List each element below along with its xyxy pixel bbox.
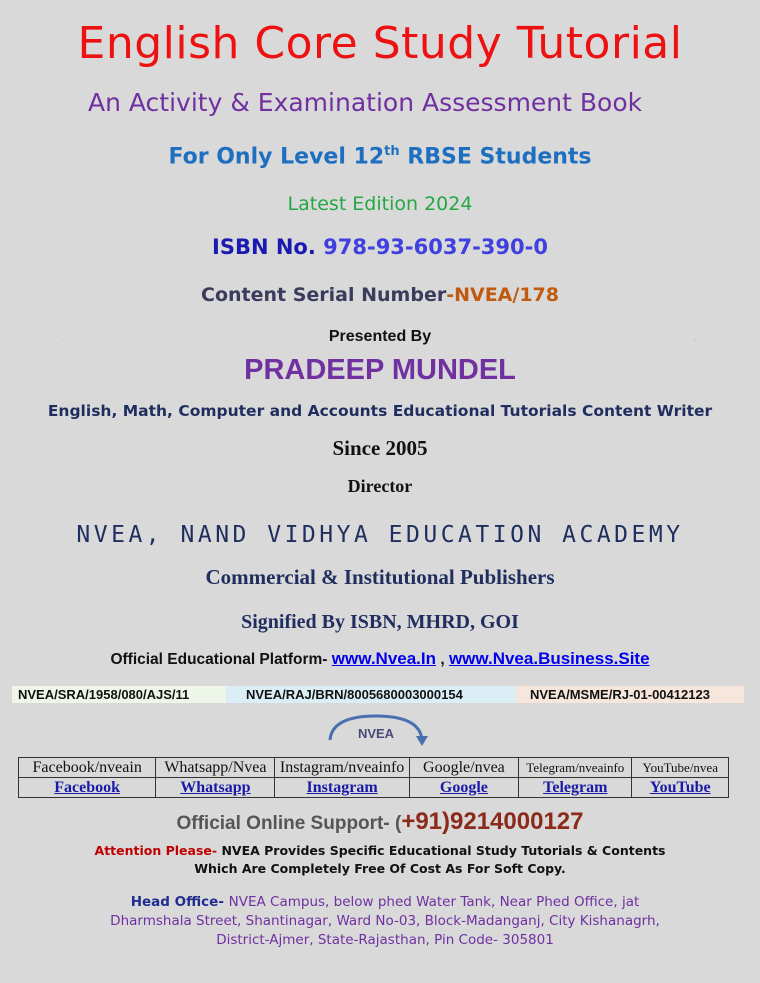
registration-number: NVEA/MSME/RJ-01-00412123: [516, 686, 744, 703]
decorative-dot: .: [63, 335, 65, 342]
instagram-handle: Instagram/nveainfo: [275, 758, 409, 778]
youtube-handle: YouTube/nvea: [632, 758, 729, 778]
attention-note: [80, 842, 680, 878]
isbn-label: ISBN No.: [212, 235, 324, 259]
academy-name: NVEA, NAND VIDHYA EDUCATION ACADEMY: [76, 522, 684, 548]
social-media-table: [18, 757, 729, 798]
serial-line: [0, 284, 760, 306]
head-office-address: [90, 893, 680, 950]
whatsapp-link[interactable]: Whatsapp: [180, 778, 251, 796]
level-text: For Only Level 12: [168, 144, 385, 170]
decorative-dot: .: [694, 335, 696, 342]
support-line: [0, 808, 760, 836]
facebook-link[interactable]: Facebook: [54, 778, 121, 796]
level-audience: RBSE Students: [399, 144, 592, 170]
serial-value: -NVEA/178: [446, 284, 559, 306]
attention-label: Attention Please-: [94, 843, 222, 858]
platform-label: Official Educational Platform-: [110, 651, 332, 668]
office-text: NVEA Campus, below phed Water Tank, Near Phed Office, jat Dharmshala Street, Shantinagar, Ward No-03, Block-Madanganj, City Kishanagrh, District-Ajmer, State-Rajasthan, Pin Code- 305801: [110, 894, 660, 948]
isbn-value: 978-93-6037-390-0: [323, 235, 548, 259]
platform-line: [0, 649, 760, 669]
author-role: English, Math, Computer and Accounts Educational Tutorials Content Writer: [47, 402, 713, 420]
author-name: PRADEEP MUNDEL: [244, 354, 516, 386]
support-label: Official Online Support- (: [176, 813, 402, 834]
social-links-row: [19, 778, 729, 798]
office-label: Head Office-: [130, 894, 229, 910]
registration-number: NVEA/RAJ/BRN/8005680003000154: [226, 686, 536, 703]
isbn-line: [0, 235, 760, 259]
platform-separator: ,: [436, 651, 449, 668]
instagram-link[interactable]: Instagram: [306, 778, 378, 796]
registration-number: NVEA/SRA/1958/080/AJS/11: [12, 686, 232, 703]
level-superscript: th: [384, 144, 400, 159]
book-subtitle: An Activity & Examination Assessment Book: [88, 88, 643, 117]
attention-text: NVEA Provides Specific Educational Study Tutorials & Contents Which Are Completely Free Of Cost As For Soft Copy.: [194, 843, 666, 876]
whatsapp-handle: Whatsapp/Nvea: [156, 758, 275, 778]
youtube-link[interactable]: YouTube: [649, 778, 711, 796]
google-handle: Google/nvea: [409, 758, 518, 778]
facebook-handle: Facebook/nveain: [19, 758, 156, 778]
google-link[interactable]: Google: [439, 778, 488, 796]
nvea-logo-text: NVEA: [357, 726, 395, 741]
social-handles-row: [19, 758, 729, 778]
arrow-head-icon: [416, 736, 428, 746]
presented-by: Presented By: [328, 328, 432, 345]
telegram-handle: Telegram/nveainfo: [519, 758, 632, 778]
since-year: Since 2005: [332, 436, 428, 460]
serial-label: Content Serial Number: [201, 284, 447, 306]
nvea-logo: [322, 712, 430, 748]
book-title: English Core Study Tutorial: [77, 18, 683, 69]
publishers-line: Commercial & Institutional Publishers: [205, 565, 555, 589]
signified-line: Signified By ISBN, MHRD, GOI: [241, 611, 519, 633]
nvea-in-link[interactable]: www.Nvea.In: [331, 649, 437, 668]
nvea-business-link[interactable]: www.Nvea.Business.Site: [448, 649, 650, 668]
edition-line: Latest Edition 2024: [287, 193, 473, 215]
director-title: Director: [347, 476, 413, 496]
level-line: [0, 144, 760, 169]
support-phone[interactable]: +91)9214000127: [401, 808, 584, 835]
telegram-link[interactable]: Telegram: [543, 778, 608, 796]
